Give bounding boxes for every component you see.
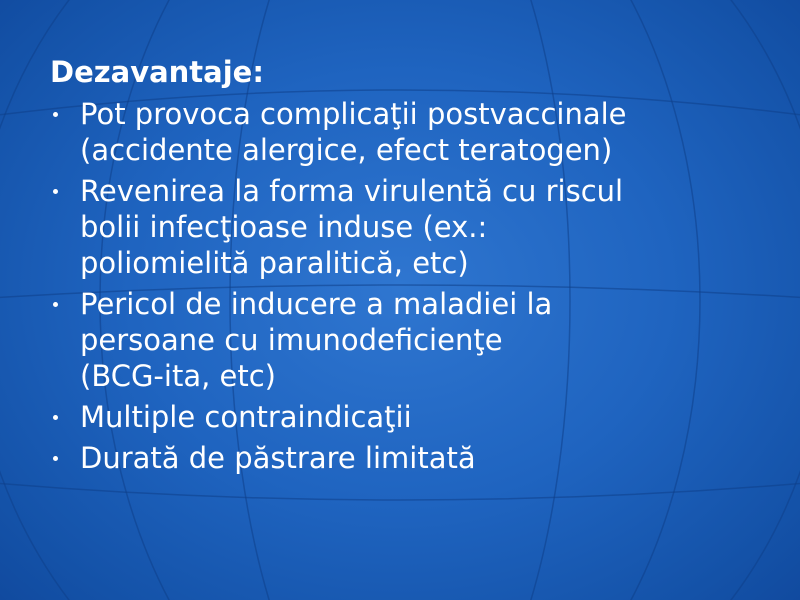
list-item-line: Durată de păstrare limitată [80,441,476,475]
list-item [50,286,770,394]
bullet-icon [53,415,58,420]
list-item-line: Multiple contraindicaţii [80,400,412,434]
bullet-icon [53,112,58,117]
bullet-icon [53,302,58,307]
list-item [50,440,770,476]
list-item [50,173,770,281]
list-item-line: Revenirea la forma virulentă cu riscul [80,174,624,208]
bullet-list [50,96,770,476]
list-item-line: bolii infecţioase induse (ex.: [80,210,488,244]
slide-content [50,54,770,481]
list-item [50,96,770,168]
list-item [50,399,770,435]
bullet-icon [53,189,58,194]
list-item-line: (BCG-ita, etc) [80,359,276,393]
slide-title: Dezavantaje: [50,55,264,89]
list-item-line: persoane cu imunodeficienţe [80,323,503,357]
bullet-icon [53,456,58,461]
list-item-line: (accidente alergice, efect teratogen) [80,133,613,167]
list-item-line: Pericol de inducere a maladiei la [80,287,553,321]
list-item-line: poliomielită paralitică, etc) [80,246,469,280]
list-item-line: Pot provoca complicaţii postvaccinale [80,97,627,131]
